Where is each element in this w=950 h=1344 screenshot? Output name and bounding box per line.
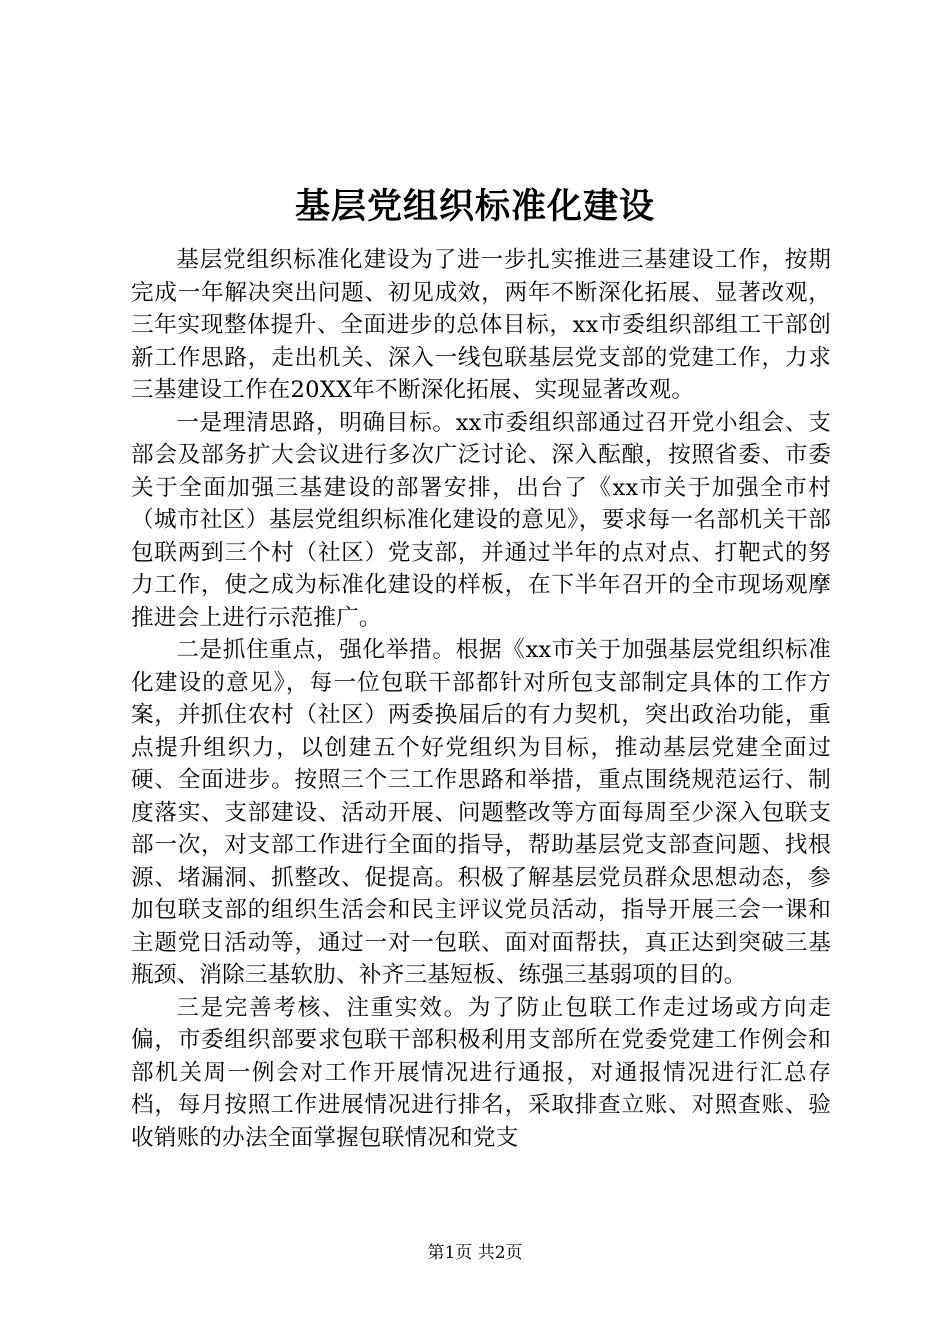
document-title: 基层党组织标准化建设 <box>294 186 655 227</box>
page-number-footer: 第1页 共2页 <box>427 1243 523 1263</box>
document-body <box>131 244 831 1154</box>
paragraph-intro: 基层党组织标准化建设为了进一步扎实推进三基建设工作，按期完成一年解决突出问题、初见成效，两年不断深化拓展、显著改观，三年实现整体提升、全面进步的总体目标，xx市委组织部组工干部创新工作思路，走出机关、深入一线包联基层党支部的党建工作，力求三基建设工作在20XX年不断深化拓展、实现显著改观。 <box>131 247 831 403</box>
paragraph-point-three: 三是完善考核、注重实效。为了防止包联工作走过场或方向走偏，市委组织部要求包联干部积极利用支部所在党委党建工作例会和部机关周一例会对工作开展情况进行通报，对通报情况进行汇总存档，每月按照工作进展情况进行排名，采取排查立账、对照查账、验收销账的办法全面掌握包联情况和党支 <box>131 994 831 1151</box>
paragraph-point-two: 二是抓住重点，强化举措。根据《xx市关于加强基层党组织标准化建设的意见》，每一位包联干部都针对所包支部制定具体的工作方案，并抓住农村（社区）两委换届后的有力契机，突出政治功能，重点提升组织力，以创建五个好党组织为目标，推动基层党建全面过硬、全面进步。按照三个三工作思路和举措，重点围绕规范运行、制度落实、支部建设、活动开展、问题整改等方面每周至少深入包联支部一次，对支部工作进行全面的指导，帮助基层党支部查问题、找根源、堵漏洞、抓整改、促提高。积极了解基层党员群众思想动态，参加包联支部的组织生活会和民主评议党员活动，指导开展三会一课和主题党日活动等，通过一对一包联、面对面帮扶，真正达到突破三基瓶颈、消除三基软肋、补齐三基短板、练强三基弱项的目的。 <box>131 637 831 988</box>
paragraph-point-one: 一是理清思路，明确目标。xx市委组织部通过召开党小组会、支部会及部务扩大会议进行多次广泛讨论、深入酝酿，按照省委、市委关于全面加强三基建设的部署安排，出台了《xx市关于加强全市村（城市社区）基层党组织标准化建设的意见》，要求每一名部机关干部包联两到三个村（社区）党支部，并通过半年的点对点、打靶式的努力工作，使之成为标准化建设的样板，在下半年召开的全市现场观摩推进会上进行示范推广。 <box>131 409 831 631</box>
